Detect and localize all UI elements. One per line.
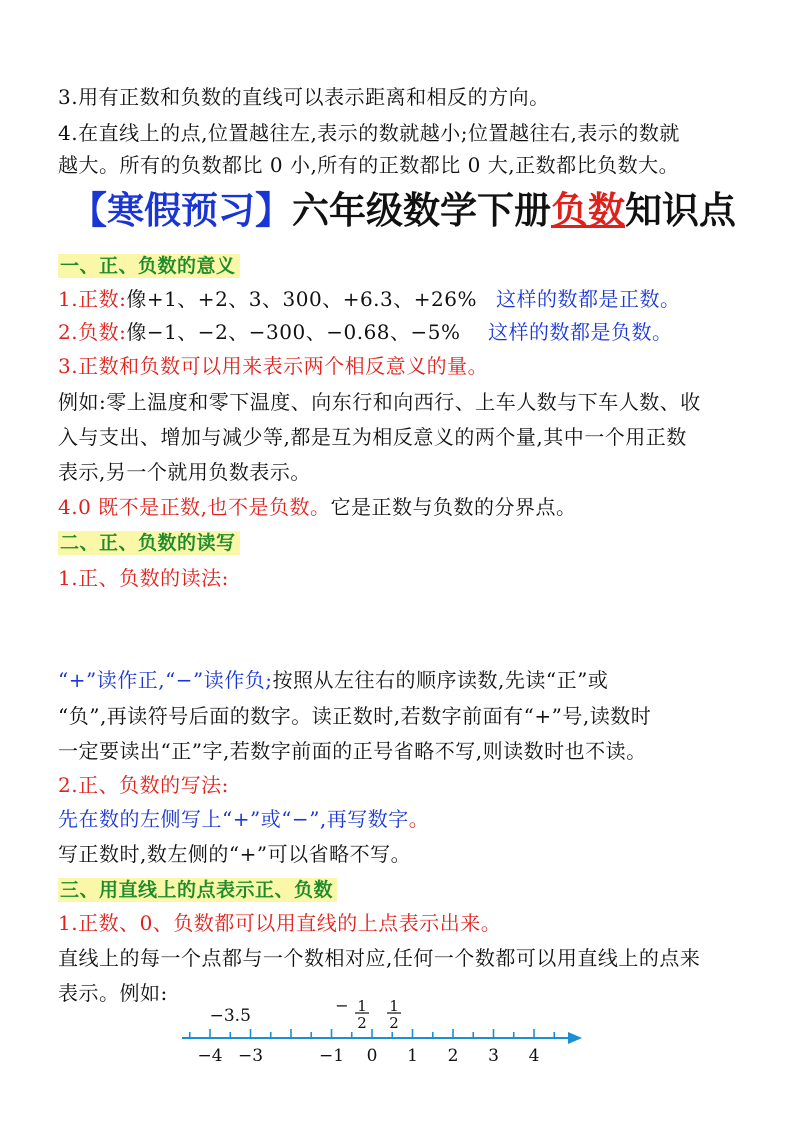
tick-label: −3 <box>237 1046 264 1066</box>
writing-label: 2.正、负数的写法: <box>58 773 229 797</box>
tick-label: 4 <box>528 1046 540 1066</box>
positive-note: 这样的数都是正数。 <box>496 287 681 311</box>
title-bracket: 【寒假预习】 <box>70 189 292 232</box>
positive-examples: 像+1、+2、3、300、+6.3、+26% <box>126 287 477 311</box>
reading-black-text-1: 按照从左往右的顺序读数,先读“正”或 <box>272 668 609 692</box>
positive-def-row <box>58 286 681 312</box>
example-line-b: 入与支出、增加与减少等,都是互为相反意义的两个量,其中一个用正数 <box>58 425 687 449</box>
title-part1: 六年级数学下册 <box>292 189 551 232</box>
section2-heading-row <box>58 529 240 556</box>
fraction-neg-denominator: 2 <box>357 1014 367 1032</box>
tick-label: 0 <box>366 1046 378 1066</box>
writing-red-period: 。 <box>408 807 430 831</box>
number-line-figure <box>180 998 590 1078</box>
title-highlight: 负数 <box>551 189 625 232</box>
reading-blue-text: “+”读作正,“−”读作负; <box>58 668 273 692</box>
page-title <box>70 188 736 234</box>
number-line-arrow-icon <box>568 1032 582 1044</box>
correspondence-line-a: 直线上的每一个点都与一个数相对应,任何一个数都可以用直线上的点来 <box>58 946 701 970</box>
zero-row <box>58 494 577 520</box>
writing-row-2: 写正数时,数左侧的“+”可以省略不写。 <box>58 842 412 866</box>
text-line-4a: 4.在直线上的点,位置越往左,表示的数就越小;位置越往右,表示的数就 <box>58 121 680 145</box>
section3-heading-row <box>58 876 337 903</box>
writing-row-1 <box>58 806 429 832</box>
section3-heading: 三、用直线上的点表示正、负数 <box>58 878 337 902</box>
section1-heading: 一、正、负数的意义 <box>58 254 240 278</box>
negative-def-row <box>58 319 673 345</box>
section1-heading-row <box>58 252 240 279</box>
reading-row-2: “负”,再读符号后面的数字。读正数时,若数字前面有“+”号,读数时 <box>58 704 652 728</box>
marked-point-label: −3.5 <box>209 1006 251 1026</box>
positive-label: 1.正数: <box>58 287 127 311</box>
tick-label: −1 <box>318 1046 345 1066</box>
text-line-3: 3.用有正数和负数的直线可以表示距离和相反的方向。 <box>58 85 550 109</box>
section2-heading: 二、正、负数的读写 <box>58 531 240 555</box>
reading-row-1 <box>58 667 608 693</box>
zero-black-text: 它是正数与负数的分界点。 <box>330 495 577 519</box>
fraction-neg-sign: − <box>335 998 349 1015</box>
tick-label: 2 <box>447 1046 459 1066</box>
example-line-a: 例如:零上温度和零下温度、向东行和向西行、上车人数与下车人数、收 <box>58 390 701 414</box>
example-line-c: 表示,另一个就用负数表示。 <box>58 460 311 484</box>
fraction-pos-numerator: 1 <box>389 998 399 1015</box>
text-line-4b: 越大。所有的负数都比 0 小,所有的正数都比 0 大,正数都比负数大。 <box>58 153 680 177</box>
negative-note: 这样的数都是负数。 <box>488 320 673 344</box>
fraction-pos-denominator: 2 <box>389 1014 399 1032</box>
title-part2: 知识点 <box>625 189 736 232</box>
negative-examples: 像−1、−2、−300、−0.68、−5% <box>126 320 461 344</box>
fraction-negative-half <box>335 998 369 1032</box>
correspondence-line-b: 表示。例如: <box>58 981 168 1005</box>
number-line-ticks <box>190 1029 555 1038</box>
reading-row-3: 一定要读出“正”字,若数字前面的正号省略不写,则读数时也不读。 <box>58 739 647 763</box>
fraction-neg-numerator: 1 <box>357 998 367 1015</box>
number-line-tick-labels <box>197 1046 539 1066</box>
writing-blue-text: 先在数的左侧写上“+”或“−”,再写数字 <box>58 807 409 831</box>
numberline-statement: 1.正数、0、负数都可以用直线的上点表示出来。 <box>58 911 502 935</box>
zero-red-text: 4.0 既不是正数,也不是负数。 <box>58 495 331 519</box>
tick-label: −4 <box>197 1046 223 1066</box>
fraction-positive-half <box>387 998 401 1032</box>
reading-label: 1.正、负数的读法: <box>58 566 229 590</box>
opposite-meaning-line: 3.正数和负数可以用来表示两个相反意义的量。 <box>58 354 489 378</box>
tick-label: 1 <box>407 1046 418 1066</box>
tick-label: 3 <box>488 1046 499 1066</box>
negative-label: 2.负数: <box>58 320 127 344</box>
